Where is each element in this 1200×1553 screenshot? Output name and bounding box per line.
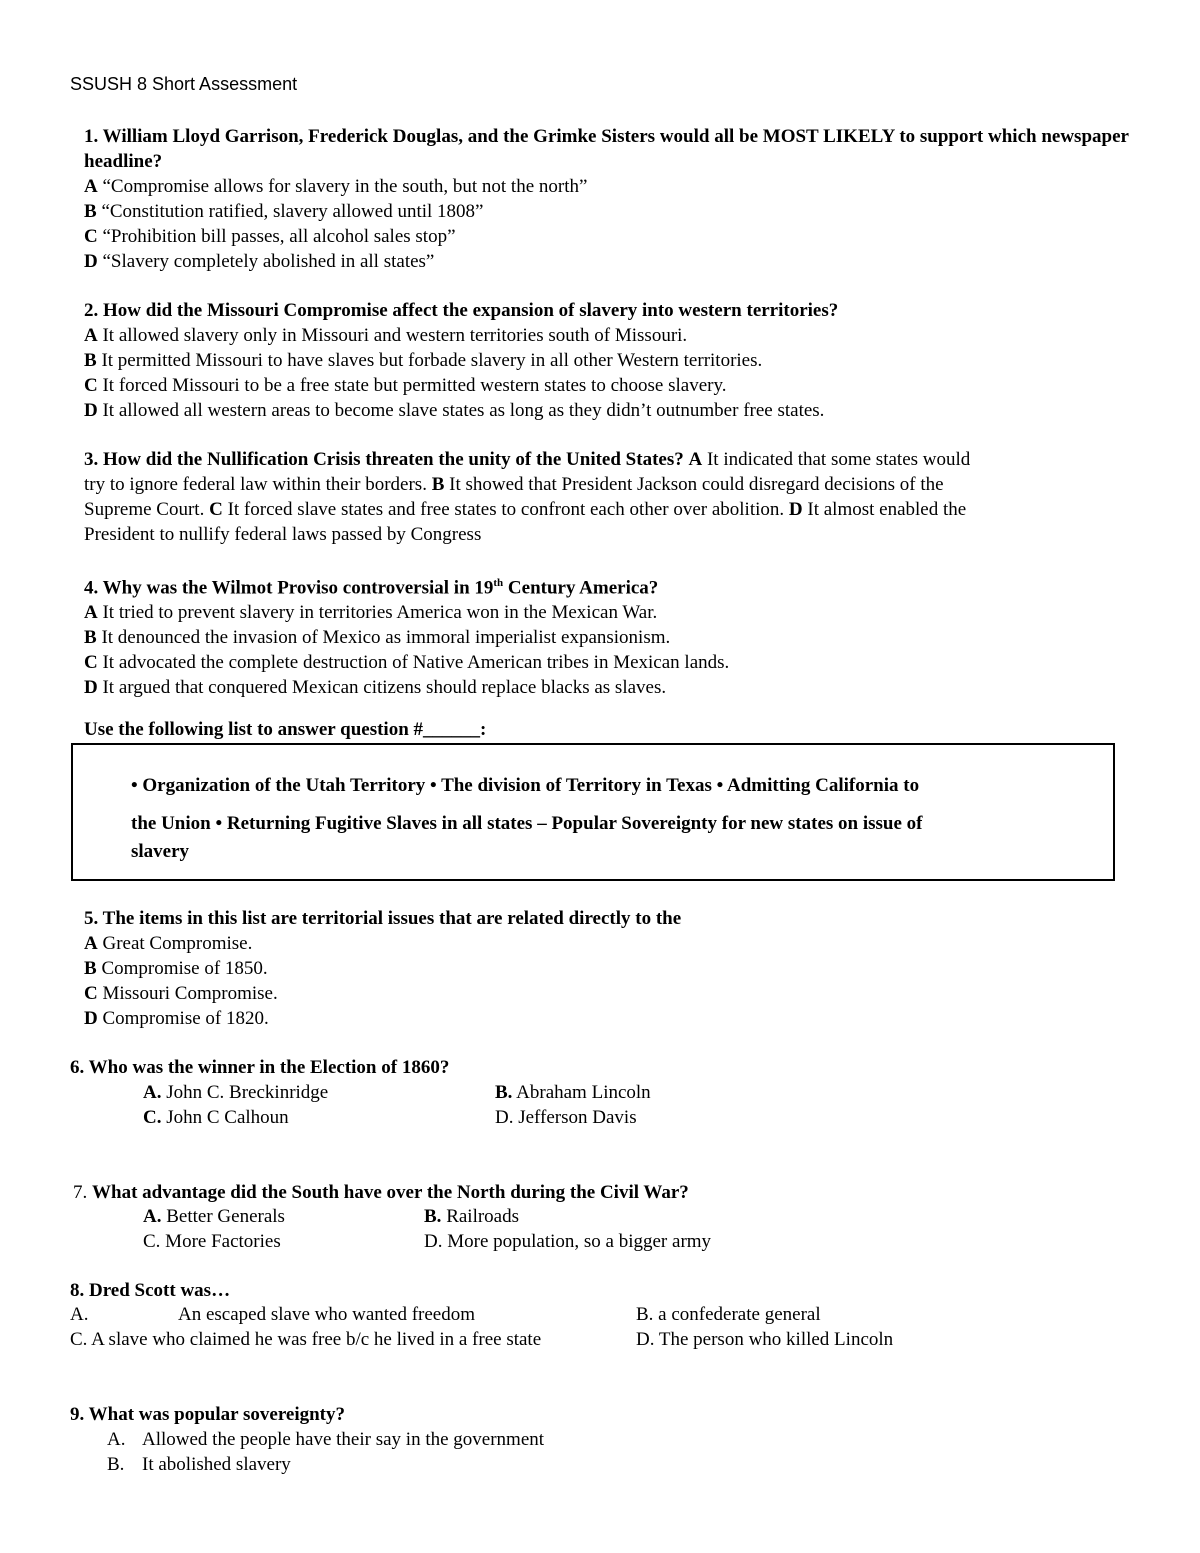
question-2-option-d: D It allowed all western areas to become slave states as long as they didn’t outnumber free states. [84,400,825,421]
question-5-option-a: A Great Compromise. [84,933,253,954]
question-2-option-a: A It allowed slavery only in Missouri and western territories south of Missouri. [84,325,688,346]
question-3-option-a: It indicated that some states would try to ignore federal law within their borders. [84,449,971,495]
question-2 [84,298,1134,423]
list-box-text [131,767,1071,867]
list-box-line-2: the Union • Returning Fugitive Slaves in all states – Popular Sovereignty for new states on issue of [131,813,923,834]
question-3-option-a-letter: A [688,449,703,470]
list-box [71,743,1115,881]
question-9-option-b-letter: B. [107,1454,125,1475]
question-3-option-c-letter: C [209,499,223,520]
question-9-text: 9. What was popular sovereignty? [70,1404,346,1425]
question-3-option-d: It almost enabled the President to nullify federal laws passed by Congress [84,499,967,545]
list-box-line-3: slavery [131,841,190,862]
question-4-option-a: A It tried to prevent slavery in territories America won in the Mexican War. [84,602,658,624]
question-3-text: 3. How did the Nullification Crisis threaten the unity of the United States? [84,449,684,470]
list-heading: Use the following list to answer question #______: [84,719,487,740]
question-8-option-c: C. A slave who claimed he was free b/c he lived in a free state [70,1329,542,1350]
question-9-option-a-letter: A. [107,1429,126,1450]
question-1-option-a: A “Compromise allows for slavery in the south, but not the north” [84,176,588,197]
question-7-option-d: D. More population, so a bigger army [424,1231,712,1252]
question-1-option-d: D “Slavery completely abolished in all states” [84,251,435,272]
question-4-option-d: D It argued that conquered Mexican citizens should replace blacks as slaves. [84,677,667,699]
question-4-text: 4. Why was the Wilmot Proviso controversial in 19th Century America? [84,577,659,599]
question-8-option-d: D. The person who killed Lincoln [636,1329,894,1350]
question-7-option-a: A. Better Generals [143,1206,285,1227]
question-4-option-c: C It advocated the complete destruction of Native American tribes in Mexican lands. [84,652,730,674]
question-4-option-b: B It denounced the invasion of Mexico as immoral imperialist expansionism. [84,627,671,649]
question-5-option-d: D Compromise of 1820. [84,1008,269,1029]
question-5 [84,906,1134,1031]
list-box-line-1: • Organization of the Utah Territory • The division of Territory in Texas • Admitting California to [131,775,920,796]
question-1-option-b: B “Constitution ratified, slavery allowed until 1808” [84,201,484,222]
question-9-option-a: Allowed the people have their say in the government [142,1429,545,1450]
question-9-option-b: It abolished slavery [142,1454,291,1475]
question-3-option-c: It forced slave states and free states to confront each other over abolition. [227,499,785,520]
question-8-option-a: An escaped slave who wanted freedom [178,1304,476,1325]
question-8-option-b: B. a confederate general [636,1304,821,1325]
question-7-option-b: B. Railroads [424,1206,520,1227]
question-1-text: 1. William Lloyd Garrison, Frederick Douglas, and the Grimke Sisters would all be MOST LIKELY to support which newspaper headline? [84,126,1129,172]
question-2-option-b: B It permitted Missouri to have slaves but forbade slavery in all other Western territories. [84,350,763,371]
question-6-option-b: B. Abraham Lincoln [495,1082,651,1103]
question-6-text: 6. Who was the winner in the Election of 1860? [70,1057,450,1078]
question-2-text: 2. How did the Missouri Compromise affect the expansion of slavery into western territories? [84,300,839,321]
question-5-option-b: B Compromise of 1850. [84,958,268,979]
question-7-option-c: C. More Factories [143,1231,281,1252]
page-header: SSUSH 8 Short Assessment [70,74,298,94]
question-3 [84,447,984,547]
question-6-option-a: A. John C. Breckinridge [143,1082,329,1103]
question-1 [84,124,1134,274]
question-5-option-c: C Missouri Compromise. [84,983,278,1004]
question-3-option-b-letter: B [431,474,445,495]
question-6-option-d: D. Jefferson Davis [495,1107,637,1128]
question-7-text: 7. What advantage did the South have over the North during the Civil War? [73,1182,689,1203]
question-6-option-c: C. John C Calhoun [143,1107,289,1128]
question-4 [84,571,1134,700]
question-2-option-c: C It forced Missouri to be a free state but permitted western states to choose slavery. [84,375,727,396]
question-8-text: 8. Dred Scott was… [70,1280,231,1301]
question-3-option-d-letter: D [788,499,803,520]
question-8-option-a-letter: A. [70,1304,89,1325]
question-3-option-b: It showed that President Jackson could disregard decisions of the Supreme Court. [84,474,944,520]
question-5-text: 5. The items in this list are territorial issues that are related directly to the [84,908,682,929]
question-1-option-c: C “Prohibition bill passes, all alcohol sales stop” [84,226,456,247]
